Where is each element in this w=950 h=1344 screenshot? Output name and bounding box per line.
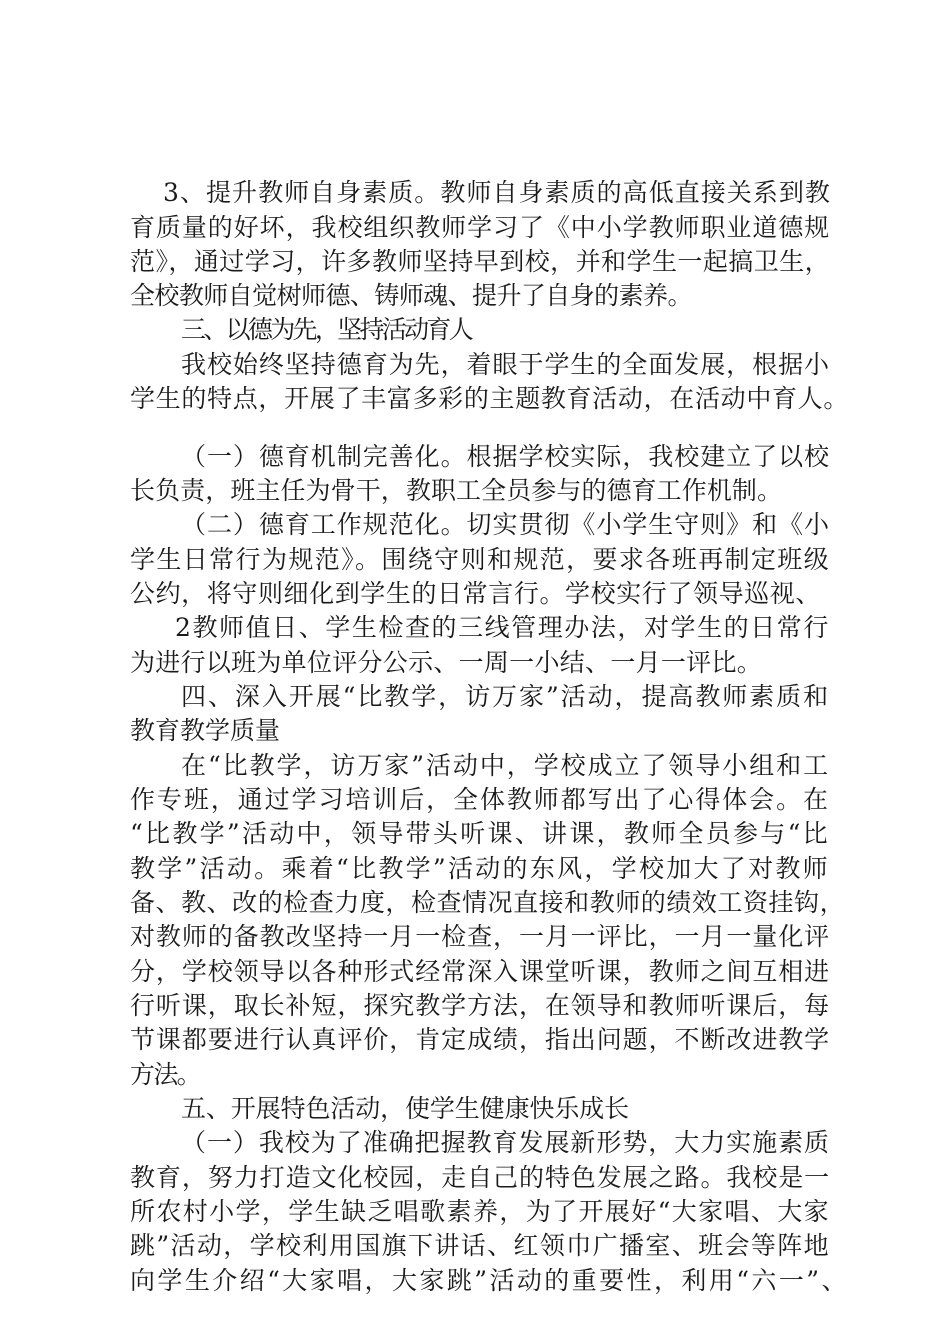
text-line: “比教学”活动中，领导带头听课、讲课，教师全员参与“比: [130, 819, 830, 848]
text-line: 方法。: [130, 1060, 200, 1089]
text-line: 2教师值日、学生检查的三线管理办法，对学生的日常行: [175, 613, 830, 642]
text-line: 为进行以班为单位评分公示、一周一小结、一月一评比。: [130, 648, 763, 677]
text-line: 教学”活动。乘着“比教学”活动的东风，学校加大了对教师: [130, 854, 830, 883]
text-line: 作专班，通过学习培训后，全体教师都写出了心得体会。在: [130, 785, 830, 814]
text-line: 公约，将守则细化到学生的日常言行。学校实行了领导巡视、: [130, 579, 821, 608]
text-line: 学生的特点，开展了丰富多彩的主题教育活动，在活动中育人。: [130, 384, 850, 413]
text-line: 备、教、改的检查力度，检查情况直接和教师的绩效工资挂钩，: [130, 888, 846, 917]
text-line: 跳”活动，学校利用国旗下讲话、红领巾广播室、班会等阵地: [130, 1231, 831, 1260]
text-line: （二）德育工作规范化。切实贯彻《小学生守则》和《小: [181, 510, 831, 539]
text-line: 分，学校领导以各种形式经常深入课堂听课，教师之间互相进: [130, 957, 831, 986]
section-heading: 三、以德为先，坚持活动育人: [181, 315, 472, 344]
text-line: 学生日常行为规范》。围绕守则和规范，要求各班再制定班级: [130, 545, 831, 574]
text-line: 在“比教学，访万家”活动中，学校成立了领导小组和工: [181, 751, 831, 780]
text-line: 3、提升教师自身素质。教师自身素质的高低直接关系到教: [163, 178, 831, 207]
text-line: 育质量的好坏，我校组织教师学习了《中小学教师职业道德规: [130, 213, 831, 242]
text-line: 行听课，取长补短，探究教学方法，在领导和教师听课后，每: [130, 991, 831, 1020]
text-line: （一）我校为了准确把握教育发展新形势，大力实施素质: [181, 1128, 831, 1157]
section-heading: 五、开展特色活动，使学生健康快乐成长: [181, 1094, 630, 1123]
text-line: 长负责，班主任为骨干，教职工全员参与的德育工作机制。: [130, 476, 783, 505]
text-line: （一）德育机制完善化。根据学校实际，我校建立了以校: [181, 442, 831, 471]
text-line: 教育，努力打造文化校园，走自己的特色发展之路。我校是一: [130, 1163, 831, 1192]
text-line: 范》，通过学习，许多教师坚持早到校，并和学生一起搞卫生，: [130, 247, 831, 276]
text-line: 我校始终坚持德育为先，着眼于学生的全面发展，根据小: [181, 350, 831, 379]
text-line: 节课都要进行认真评价，肯定成绩，指出问题，不断改进教学: [130, 1025, 831, 1054]
text-line: 所农村小学，学生缺乏唱歌素养，为了开展好“大家唱、大家: [130, 1197, 831, 1226]
text-line: 对教师的备教改坚持一月一检查，一月一评比，一月一量化评: [130, 922, 831, 951]
section-heading: 教育教学质量: [130, 716, 281, 745]
section-heading: 四、深入开展“比教学，访万家”活动，提高教师素质和: [181, 682, 831, 711]
text-line: 全校教师自觉树师德、铸师魂、提升了自身的素养。: [130, 281, 692, 310]
text-line: 向学生介绍“大家唱，大家跳”活动的重要性，利用“六一”、: [130, 1266, 849, 1295]
